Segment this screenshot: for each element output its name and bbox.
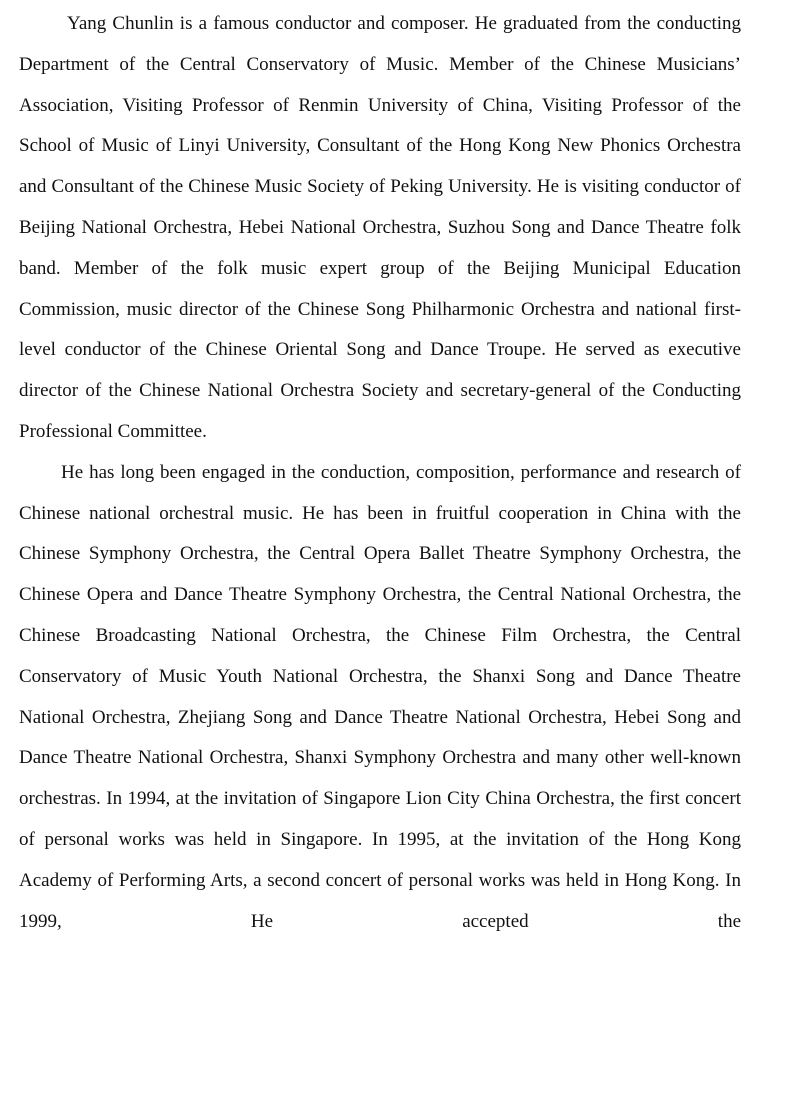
document-page <box>19 4 741 942</box>
paragraph-career-cooperation: He has long been engaged in the conduction, composition, performance and research of Chinese national orchestral music. He has been in fruitful cooperation in China with the Chinese Symphony Orchestra, the Central Opera Ballet Theatre Symphony Orchestra, the Chinese Opera and Dance Theatre Symphony Orchestra, the Central National Orchestra, the Chinese Broadcasting National Orchestra, the Chinese Film Orchestra, the Central Conservatory of Music Youth National Orchestra, the Shanxi Song and Dance Theatre National Orchestra, Zhejiang Song and Dance Theatre National Orchestra, Hebei Song and Dance Theatre National Orchestra, Shanxi Symphony Orchestra and many other well-known orchestras. In 1994, at the invitation of Singapore Lion City China Orchestra, the first concert of personal works was held in Singapore. In 1995, at the invitation of the Hong Kong Academy of Performing Arts, a second concert of personal works was held in Hong Kong. In 1999, He accepted the <box>19 461 741 932</box>
paragraph-biography-intro: Yang Chunlin is a famous conductor and composer. He graduated from the conducting Department of the Central Conservatory of Music. Member of the Chinese Musicians’ Association, Visiting Professor of Renmin University of China, Visiting Professor of the School of Music of Linyi University, Consultant of the Hong Kong New Phonics Orchestra and Consultant of the Chinese Music Society of Peking University. He is visiting conductor of Beijing National Orchestra, Hebei National Orchestra, Suzhou Song and Dance Theatre folk band. Member of the folk music expert group of the Beijing Municipal Education Commission, music director of the Chinese Song Philharmonic Orchestra and national first-level conductor of the Chinese Oriental Song and Dance Troupe. He served as executive director of the Chinese National Orchestra Society and secretary-general of the Conducting Professional Committee. <box>19 13 741 442</box>
